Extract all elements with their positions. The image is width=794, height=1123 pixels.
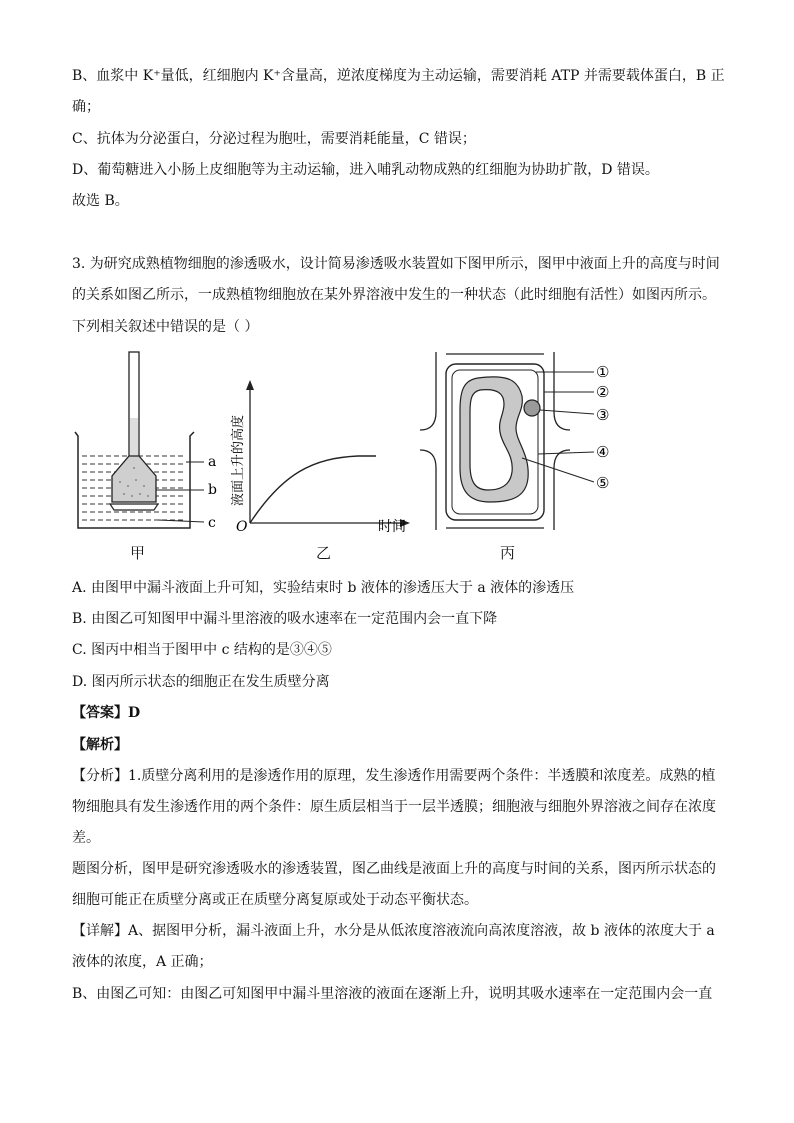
option-c: C. 图丙中相当于图甲中 c 结构的是③④⑤ bbox=[72, 642, 332, 658]
label-4: ④ bbox=[596, 443, 610, 461]
analysis-line-2: 物细胞具有发生渗透作用的两个条件：原生质层相当于一层半透膜；细胞液与细胞外界溶液之间存在浓度 bbox=[72, 799, 716, 815]
text-line-3: C、抗体为分泌蛋白，分泌过程为胞吐，需要消耗能量，C 错误； bbox=[72, 131, 476, 147]
label-1: ① bbox=[596, 363, 610, 381]
analysis-line-4: 题图分析，图甲是研究渗透吸水的渗透装置，图乙曲线是液面上升的高度与时间的关系，图丙所示状态的 bbox=[72, 861, 716, 877]
height-time-graph bbox=[228, 378, 423, 538]
text-line-4: D、葡萄糖进入小肠上皮细胞等为主动运输，进入哺乳动物成熟的红细胞为协助扩散，D 错误。 bbox=[72, 162, 659, 178]
detail-line-1: 【详解】A、据图甲分析，漏斗液面上升，水分是从低浓度溶液流向高浓度溶液，故 b 液体的浓度大于 a bbox=[72, 923, 715, 939]
option-b: B. 由图乙可知图甲中漏斗里溶液的吸水速率在一定范围内会一直下降 bbox=[72, 611, 498, 627]
caption-bing: 丙 bbox=[500, 544, 516, 562]
origin-label: O bbox=[236, 519, 248, 535]
figure-bing bbox=[418, 350, 648, 565]
x-axis-label: 时间 bbox=[378, 519, 406, 535]
jiexi-heading: 【解析】 bbox=[72, 737, 128, 753]
plant-cell-diagram bbox=[418, 350, 648, 535]
question-line-2: 的关系如图乙所示，一成熟植物细胞放在某外界溶液中发生的一种状态（此时细胞有活性）如图丙所示。 bbox=[72, 287, 716, 303]
analysis-line-3: 差。 bbox=[72, 830, 100, 846]
option-a: A. 由图甲中漏斗液面上升可知，实验结束时 b 液体的渗透压大于 a 液体的渗透压 bbox=[72, 580, 575, 596]
option-d: D. 图丙所示状态的细胞正在发生质壁分离 bbox=[72, 674, 330, 690]
detail-line-2: 液体的浓度，A 正确； bbox=[72, 954, 213, 970]
detail-line-3: B、由图乙可知：由图乙可知图甲中漏斗里溶液的液面在逐渐上升，说明其吸水速率在一定范围内会一直 bbox=[72, 986, 713, 1002]
label-c: c bbox=[208, 515, 216, 531]
text-line-5: 故选 B。 bbox=[72, 193, 129, 209]
question-line-1: 3. 为研究成熟植物细胞的渗透吸水，设计简易渗透吸水装置如下图甲所示，图甲中液面上升的高度与时间 bbox=[72, 256, 720, 272]
analysis-line-5: 细胞可能正在质壁分离或正在质壁分离复原或处于动态平衡状态。 bbox=[72, 892, 478, 908]
label-b: b bbox=[208, 482, 217, 498]
label-a: a bbox=[208, 454, 217, 470]
label-2: ② bbox=[596, 383, 610, 401]
figure-yi bbox=[228, 378, 423, 565]
label-3: ③ bbox=[596, 406, 610, 424]
question-line-3: 下列相关叙述中错误的是（ ） bbox=[72, 319, 259, 335]
text-line-2: 确； bbox=[72, 99, 100, 115]
caption-yi: 乙 bbox=[316, 544, 332, 562]
osmosis-apparatus-diagram bbox=[70, 350, 230, 535]
answer-line: 【答案】D bbox=[72, 705, 141, 721]
y-axis-label: 液面上升的高度 bbox=[231, 414, 246, 506]
label-5: ⑤ bbox=[596, 474, 610, 492]
analysis-line-1: 【分析】1.质壁分离利用的是渗透作用的原理，发生渗透作用需要两个条件：半透膜和浓度差。成熟的植 bbox=[72, 768, 716, 784]
text-line-1: B、血浆中 K⁺量低，红细胞内 K⁺含量高，逆浓度梯度为主动运输，需要消耗 ATP 并需要载体蛋白，B 正 bbox=[72, 68, 725, 84]
figure-jia bbox=[70, 350, 230, 565]
caption-jia: 甲 bbox=[130, 544, 146, 562]
